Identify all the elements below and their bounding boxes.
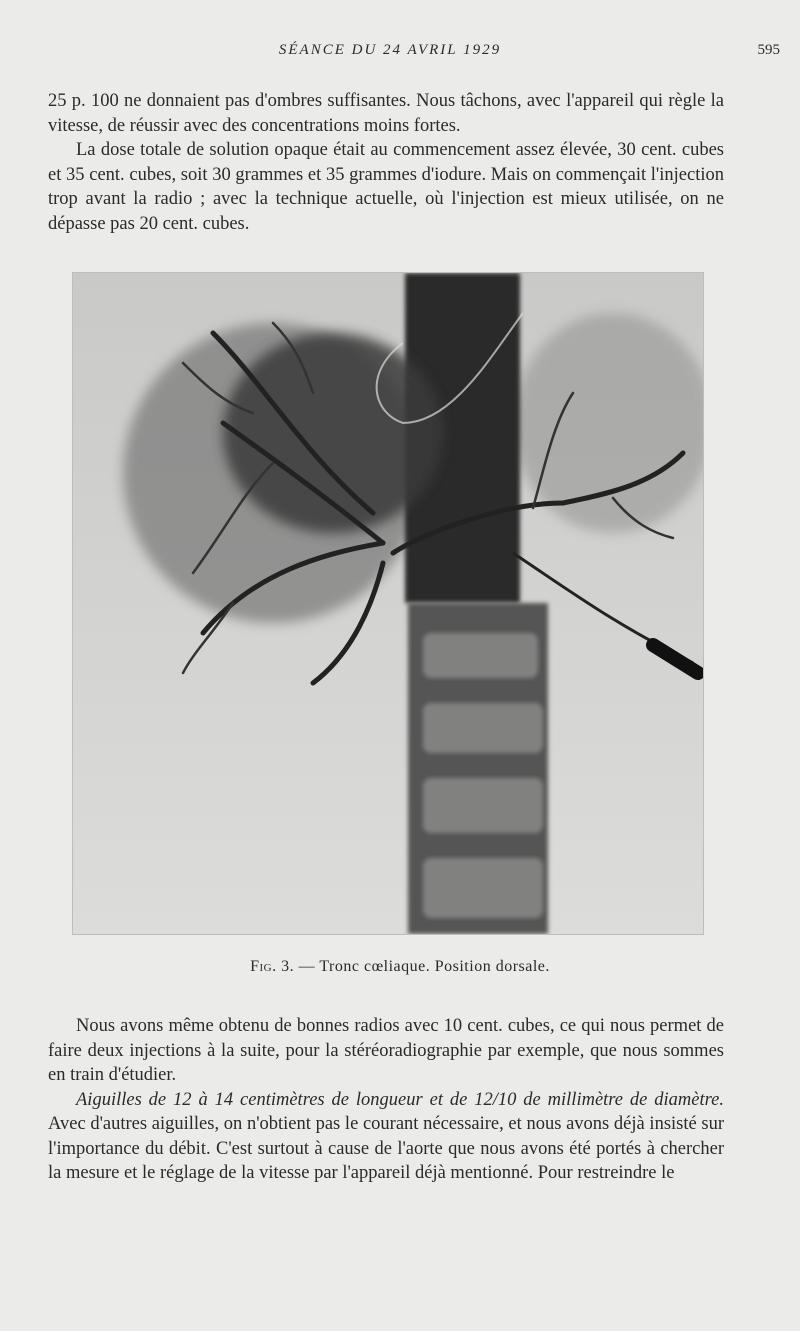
paragraph-radios: Nous avons même obtenu de bonnes radios avec 10 cent. cubes, ce qui nous permet de faire deux injections à la suite, pour la stéréoradiographie par exemple, que nous sommes en train d'étudier. xyxy=(48,1016,724,1085)
page-header xyxy=(0,42,800,66)
aiguilles-heading: Aiguilles de 12 à 14 centimètres de longueur et de 12/10 de millimètre de diamètre. xyxy=(76,1089,724,1110)
page-number: 595 xyxy=(757,42,780,58)
text-block-top xyxy=(48,89,724,236)
figure-caption xyxy=(0,958,800,976)
caption-text: — Tronc cœliaque. Position dorsale. xyxy=(298,958,550,975)
xray-image xyxy=(73,273,703,934)
paragraph-continuation: 25 p. 100 ne donnaient pas d'ombres suffisantes. Nous tâchons, avec l'appareil qui règle la vitesse, de réussir avec des concentrations moins fortes. xyxy=(48,91,724,136)
xray-figure xyxy=(72,272,704,935)
aiguilles-text: Avec d'autres aiguilles, on n'obtient pas le courant nécessaire, et nous avons déjà insisté sur l'importance du débit. C'est surtout à cause de l'aorte que nous avons été portés à chercher la mesure et le réglage de la vitesse par l'appareil déjà mentionné. Pour restreindre le xyxy=(48,1114,724,1183)
running-head: SÉANCE DU 24 AVRIL 1929 xyxy=(278,42,502,58)
text-block-bottom xyxy=(48,1014,724,1186)
figure-label: Fig. 3. xyxy=(250,958,295,975)
paragraph-aiguilles xyxy=(48,1088,724,1186)
paragraph-dose: La dose totale de solution opaque était au commencement assez élevée, 30 cent. cubes et 35 cent. cubes, soit 30 grammes et 35 grammes d'iodure. Mais on commençait l'injection trop avant la radio ; avec la technique actuelle, où l'injection est mieux utilisée, on ne dépasse pas 20 cent. cubes. xyxy=(48,140,724,234)
